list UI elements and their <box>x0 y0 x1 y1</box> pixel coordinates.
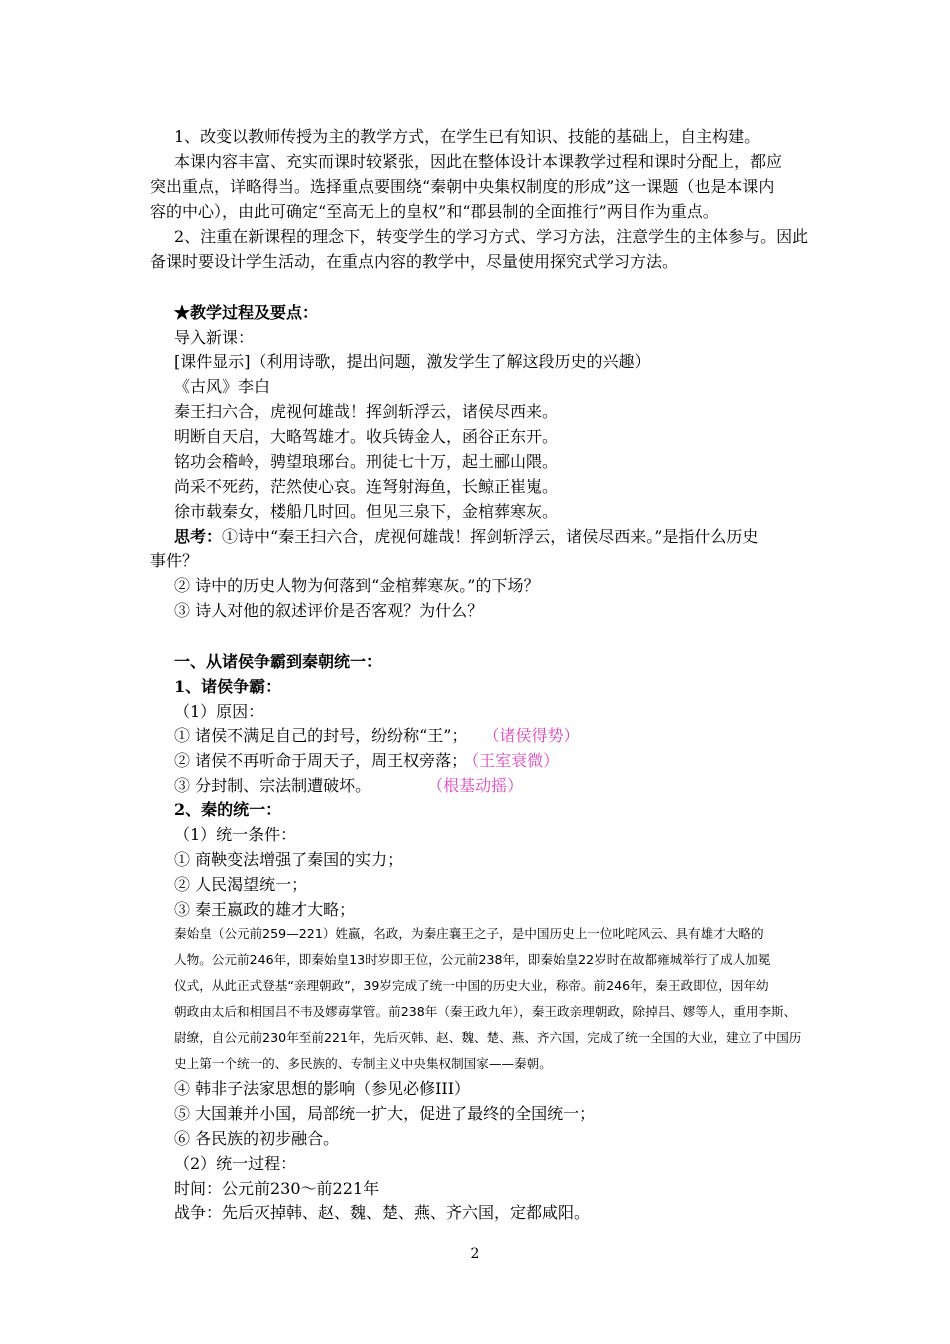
condition-item: ② 人民渴望统一； <box>174 875 308 894</box>
think-question-1 <box>174 525 758 549</box>
condition-label: （1）统一条件： <box>174 825 297 844</box>
poem-line: 铭功会稽岭，骋望琅琊台。刑徒七十万，起土郦山隈。 <box>174 452 559 471</box>
section-1-heading: 一、从诸侯争霸到秦朝统一： <box>174 652 383 671</box>
intro-paragraph-2-line-3: 容的中心），由此可确定“至高无上的皇权”和“郡县制的全面推行”两目作为重点。 <box>150 202 719 221</box>
page-number: 2 <box>470 1246 480 1262</box>
think-question-2: ② 诗中的历史人物为何落到“金棺葬寒灰。”的下场？ <box>174 576 540 595</box>
reason-text: ③ 分封制、宗法制遭破坏。 <box>174 776 372 795</box>
bio-line: 尉缭，自公元前230年至前221年，先后灭韩、赵、魏、楚、燕、齐六国，完成了统一全国的大业，建立了中国历 <box>174 1030 802 1045</box>
condition-item: ④ 韩非子法家思想的影响（参见必修III） <box>174 1079 471 1098</box>
intro-paragraph-3-line-2: 备课时要设计学生活动，在重点内容的教学中，尽量使用探究式学习方法。 <box>150 252 679 271</box>
reason-note: （诸侯得势） <box>491 726 580 745</box>
subsection-1-heading: 1、诸侯争霸： <box>174 677 282 696</box>
unification-time: 时间：公元前230～前221年 <box>174 1179 380 1198</box>
reason-item <box>174 774 523 798</box>
poem-line: 明断自天启，大略驾雄才。收兵铸金人，函谷正东开。 <box>174 427 559 446</box>
bio-line: 朝政由太后和相国吕不韦及嫪毐掌管。前238年（秦王政九年），秦王政亲理朝政，除掉吕、嫪等人，重用李斯、 <box>174 1004 797 1019</box>
intro-paragraph-2-line-1: 本课内容丰富、充实而课时较紧张，因此在整体设计本课教学过程和课时分配上，都应 <box>174 152 783 171</box>
intro-paragraph-2-line-2: 突出重点，详略得当。选择重点要围绕“秦朝中央集权制度的形成”这一课题（也是本课内 <box>150 177 775 196</box>
reason-note: （王室衰微） <box>471 751 560 770</box>
reason-text: ② 诸侯不再听命于周天子，周王权旁落； <box>174 751 468 770</box>
teaching-process-heading: ★教学过程及要点： <box>174 303 319 322</box>
think-label: 思考： <box>174 527 223 546</box>
subsection-2-heading: 2、秦的统一： <box>174 800 282 819</box>
think-question-1-continued: 事件？ <box>150 551 199 570</box>
condition-item: ③ 秦王嬴政的雄才大略； <box>174 900 356 919</box>
think-question-1-text: ①诗中“秦王扫六合，虎视何雄哉！挥剑斩浮云，诸侯尽西来。”是指什么历史 <box>222 527 759 546</box>
bio-line: 仪式，从此正式登基“亲理朝政”，39岁完成了统一中国的历史大业，称帝。前246年，秦王政即位，因年幼 <box>174 978 769 993</box>
condition-item: ① 商鞅变法增强了秦国的实力； <box>174 850 404 869</box>
condition-item: ⑥ 各民族的初步融合。 <box>174 1129 340 1148</box>
unification-war: 战争：先后灭掉韩、赵、魏、楚、燕、齐六国，定都咸阳。 <box>174 1203 591 1222</box>
bio-line: 人物。公元前246年，即秦始皇13时岁即王位，公元前238年，即秦始皇22岁时在故都雍城举行了成人加冕 <box>174 952 771 967</box>
reason-note: （根基动摇） <box>435 776 524 795</box>
process-label: （2）统一过程： <box>174 1154 297 1173</box>
reason-item <box>174 749 559 773</box>
condition-item: ⑤ 大国兼并小国，局部统一扩大，促进了最终的全国统一； <box>174 1104 596 1123</box>
import-label: 导入新课： <box>174 328 255 347</box>
poem-line: 秦王扫六合，虎视何雄哉！挥剑斩浮云，诸侯尽西来。 <box>174 402 559 421</box>
reason-label: （1）原因： <box>174 702 265 721</box>
reason-item <box>174 724 579 748</box>
poem-line: 尚采不死药，茫然使心哀。连弩射海鱼，长鲸正崔嵬。 <box>174 477 559 496</box>
poem-title: 《古风》李白 <box>174 377 271 396</box>
bio-line: 史上第一个统一的、多民族的、专制主义中央集权制国家——秦朝。 <box>174 1056 552 1071</box>
intro-paragraph-3-line-1: 2、注重在新课程的理念下，转变学生的学习方式、学习方法，注意学生的主体参与。因此 <box>174 227 809 246</box>
think-question-3: ③ 诗人对他的叙述评价是否客观？为什么？ <box>174 601 484 620</box>
intro-paragraph-1: 1、改变以教师传授为主的教学方式，在学生已有知识、技能的基础上，自主构建。 <box>174 127 761 146</box>
reason-text: ① 诸侯不满足自己的封号，纷纷称“王”； <box>174 726 468 745</box>
courseware-note: [课件显示]（利用诗歌，提出问题，激发学生了解这段历史的兴趣） <box>174 352 651 371</box>
poem-line: 徐市载秦女，楼船几时回。但见三泉下，金棺葬寒灰。 <box>174 502 559 521</box>
bio-line: 秦始皇（公元前259—221）姓嬴，名政，为秦庄襄王之子，是中国历史上一位叱咤风云、具有雄才大略的 <box>174 926 764 941</box>
